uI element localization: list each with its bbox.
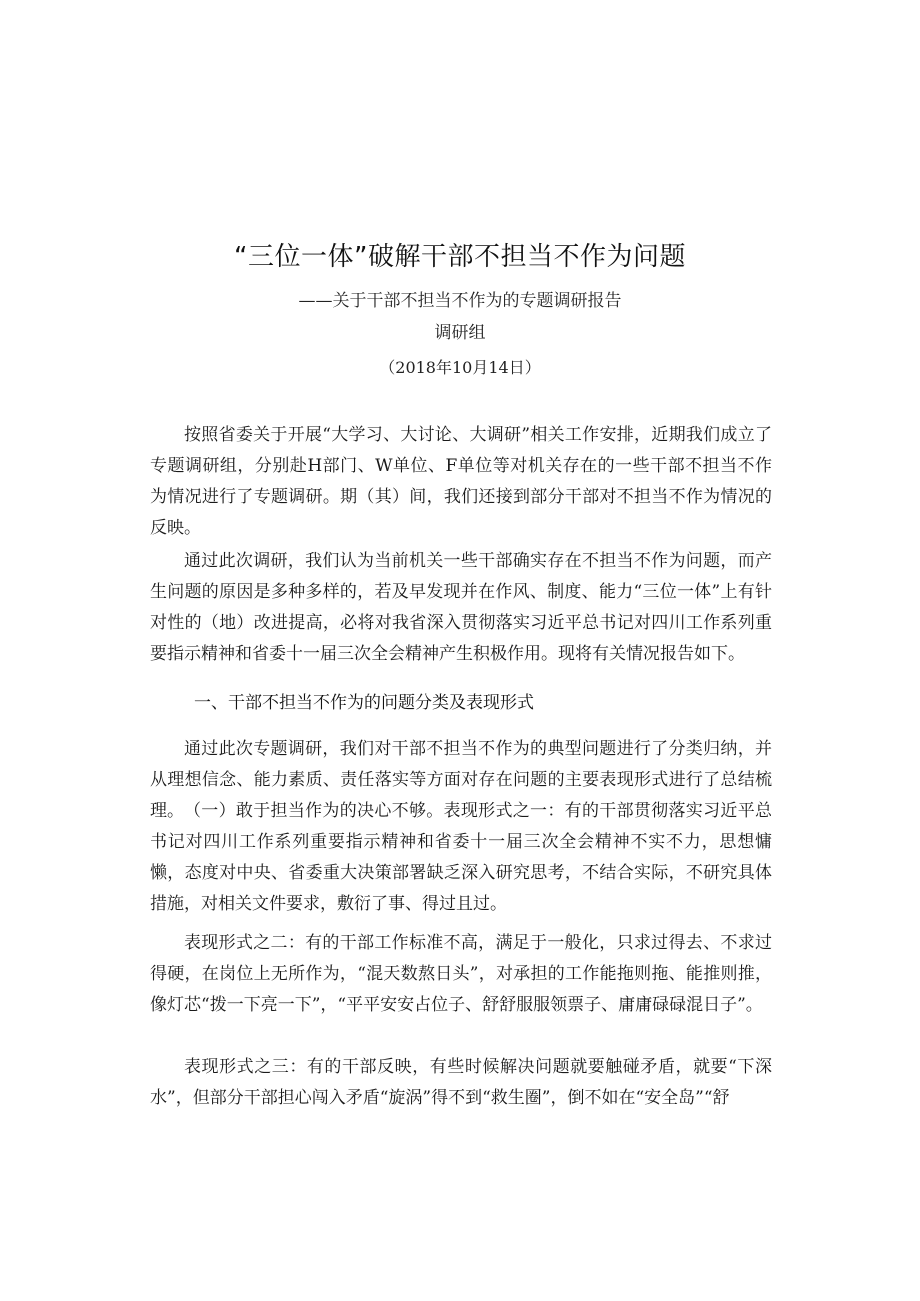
intro-paragraph-1: 按照省委关于开展“大学习、大讨论、大调研”相关工作安排，近期我们成立了专题调研组，分别赴H部门、W单位、F单位等对机关存在的一些干部不担当不作为情况进行了专题调研。期（其）间，我们还接到部分干部对不担当不作为情况的反映。 <box>150 425 772 538</box>
document-title: “三位一体”破解干部不担当不作为问题 <box>234 242 686 272</box>
intro-paragraph-2: 通过此次调研，我们认为当前机关一些干部确实存在不担当不作为问题，而产生问题的原因是多种多样的，若及早发现并在作风、制度、能力“三位一体”上有针对性的（地）改进提高，必将对我省深入贯彻落实习近平总书记对四川工作系列重要指示精神和省委十一届三次全会精神产生积极作用。现将有关情况报告如下。 <box>150 551 772 664</box>
section-paragraph-2: （一）敢于担当作为的决心不够。表现形式之一：有的干部贯彻落实习近平总书记对四川工作系列重要指示精神和省委十一届三次全会精神不实不力，思想慵懒，态度对中央、省委重大决策部署缺乏深入研究思考，不结合实际，不研究具体措施，对相关文件要求，敷衍了事、得过且过。 <box>150 801 772 914</box>
document-date: （2018年10月14日） <box>379 358 541 377</box>
section-paragraph-1: 通过此次专题调研，我们对干部不担当不作为的典型问题进行了分类归纳，并从理想信念、能力素质、责任落实等方面对存在问题的主要表现形式进行了总结梳理。 <box>150 739 772 821</box>
section-heading: 一、干部不担当不作为的问题分类及表现形式 <box>194 693 534 713</box>
document-author: 调研组 <box>434 323 486 343</box>
section-paragraph-3: 表现形式之二：有的干部工作标准不高，满足于一般化，只求过得去、不求过得硬，在岗位上无所作为，“混天数熬日头”，对承担的工作能拖则拖、能推则推，像灯芯“拨一下亮一下”，“平平安安占位子、舒舒服服领票子、庸庸碌碌混日子”。 <box>150 933 772 1015</box>
section-paragraph-4: 表现形式之三：有的干部反映，有些时候解决问题就要触碰矛盾，就要“下深水”，但部分干部担心闯入矛盾“旋涡”得不到“救生圈”，倒不如在“安全岛”“舒 <box>150 1057 772 1108</box>
document-subtitle: ——关于干部不担当不作为的专题调研报告 <box>298 291 622 311</box>
